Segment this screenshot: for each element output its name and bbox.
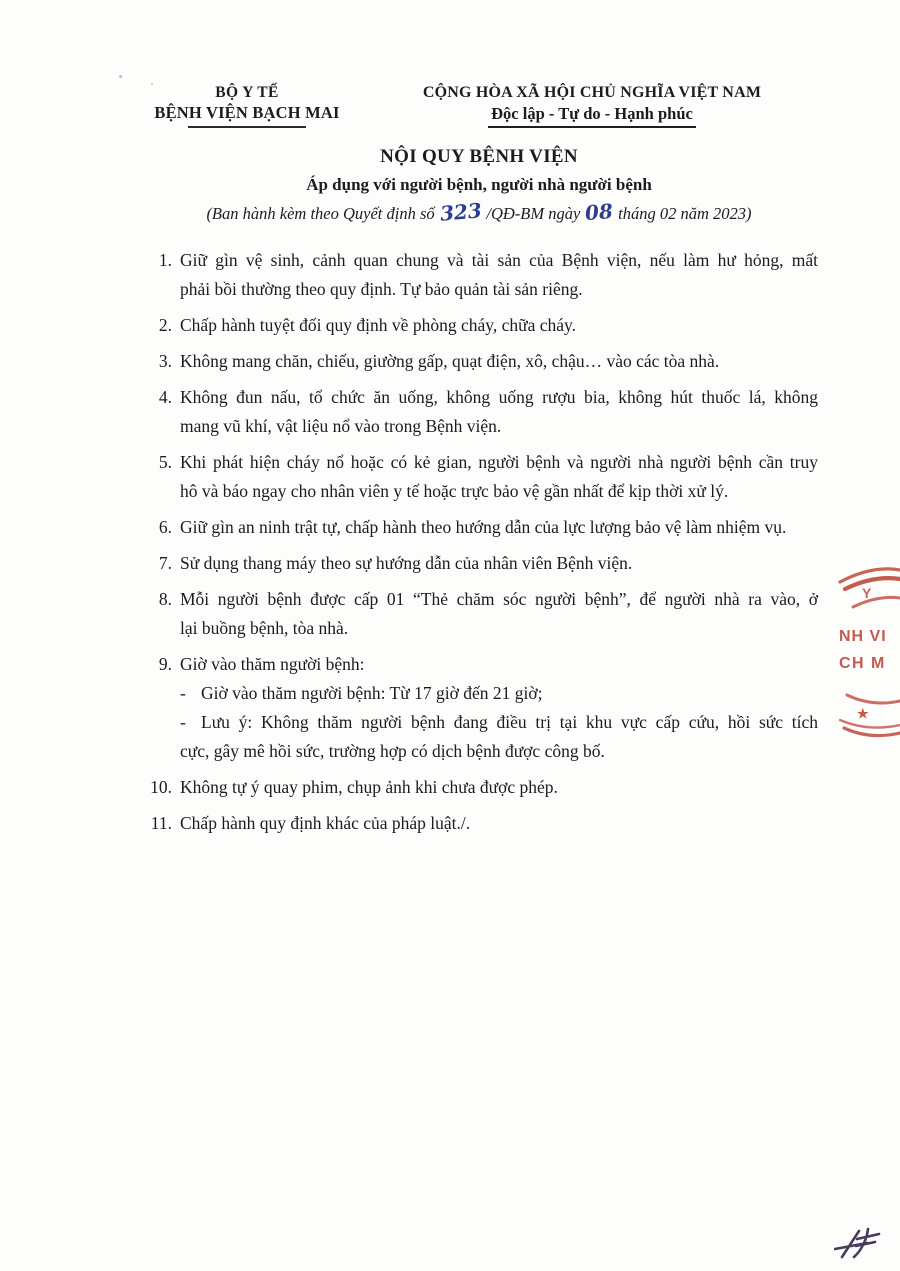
rule-number: 2. (158, 315, 172, 335)
rule-item-7 (146, 549, 818, 578)
subitem-dash: - (180, 683, 186, 703)
rule-number: 4. (158, 387, 172, 407)
rule-number: 6. (158, 517, 172, 537)
issuance-middle: /QĐ-BM ngày (486, 204, 581, 223)
rule-subitem (180, 679, 818, 708)
rule-item-5 (146, 448, 818, 506)
subitem-dash: - (180, 712, 186, 732)
rule-item-9 (146, 650, 818, 766)
rule-text-line: Mỗi người bệnh được cấp 01 “Thẻ chăm sóc người bệnh”, để người nhà ra vào, ở (180, 589, 818, 609)
handwritten-initials-icon (834, 1226, 884, 1262)
handwritten-decision-number: 323 (438, 198, 483, 226)
rule-text-line: cực, gây mê hồi sức, trường hợp có dịch bệnh được công bố. (180, 741, 605, 761)
rule-number: 11. (150, 813, 172, 833)
rule-text-line: Lưu ý: Không thăm người bệnh đang điều trị tại khu vực cấp cứu, hồi sức tích (201, 712, 818, 732)
header-issuing-authority (130, 84, 364, 128)
rule-text-line: Không đun nấu, tổ chức ăn uống, không uống rượu bia, không hút thuốc lá, không (180, 387, 818, 407)
issuance-prefix: (Ban hành kèm theo Quyết định số (206, 204, 435, 223)
stamp-fragment-top: Y (862, 585, 872, 601)
stamp-star-icon: ★ (857, 706, 869, 721)
national-motto: Độc lập - Tự do - Hạnh phúc (488, 104, 696, 128)
scan-speck (119, 75, 122, 78)
rule-item-2 (146, 311, 818, 340)
rule-item-10 (146, 773, 818, 802)
rule-item-6 (146, 513, 818, 542)
document-subtitle: Áp dụng với người bệnh, người nhà người bệnh (306, 175, 652, 194)
stamp-fragment-line2: CH M (839, 655, 886, 672)
rule-subitem (180, 708, 818, 766)
header-national-motto (396, 84, 788, 128)
document-title: NỘI QUY BỆNH VIỆN (380, 146, 578, 167)
ministry-name: BỘ Y TẾ (215, 84, 279, 101)
rule-text-line: mang vũ khí, vật liệu nổ vào trong Bệnh viện. (180, 416, 502, 436)
rule-text-line: Giờ vào thăm người bệnh: Từ 17 giờ đến 21 giờ; (201, 683, 543, 703)
rule-number: 3. (158, 351, 172, 371)
rule-text-line: Giờ vào thăm người bệnh: (180, 654, 365, 674)
rule-item-4 (146, 383, 818, 441)
country-name: CỘNG HÒA XÃ HỘI CHỦ NGHĨA VIỆT NAM (422, 84, 762, 101)
issuance-suffix: tháng 02 năm 2023) (618, 204, 752, 223)
rule-text-line: Không tự ý quay phim, chụp ảnh khi chưa được phép. (180, 777, 558, 797)
rule-number: 10. (150, 777, 172, 797)
hospital-seal-stamp-icon (838, 562, 900, 742)
hospital-name: BỆNH VIỆN BẠCH MAI (154, 103, 340, 122)
rule-text-line: Sử dụng thang máy theo sự hướng dẫn của nhân viên Bệnh viện. (180, 553, 633, 573)
rule-text-line: Không mang chăn, chiếu, giường gấp, quạt điện, xô, chậu… vào các tòa nhà. (180, 351, 720, 371)
rule-text-line: hô và báo ngay cho nhân viên y tế hoặc trực bảo vệ gần nhất để kịp thời xử lý. (180, 481, 729, 501)
rule-text-line: Chấp hành tuyệt đối quy định về phòng cháy, chữa cháy. (180, 315, 577, 335)
rule-number: 7. (158, 553, 172, 573)
rule-text-line: Chấp hành quy định khác của pháp luật./. (180, 813, 471, 833)
rule-text-line: phải bồi thường theo quy định. Tự bảo quản tài sản riêng. (180, 279, 583, 299)
issuance-line (56, 200, 900, 224)
rule-item-11 (146, 809, 818, 838)
handwritten-day: 08 (584, 198, 615, 226)
rule-item-1 (146, 246, 818, 304)
rule-number: 5. (158, 452, 172, 472)
rule-number: 9. (158, 654, 172, 674)
rule-number: 8. (158, 589, 172, 609)
rule-text-line: Giữ gìn vệ sinh, cảnh quan chung và tài sản của Bệnh viện, nếu làm hư hỏng, mất (180, 250, 818, 270)
rules-list (146, 246, 818, 845)
rule-text-line: Giữ gìn an ninh trật tự, chấp hành theo hướng dẫn của lực lượng bảo vệ làm nhiệm vụ. (180, 517, 787, 537)
rule-item-8 (146, 585, 818, 643)
rule-item-3 (146, 347, 818, 376)
stamp-fragment-line1: NH VI (839, 628, 887, 645)
rule-text-line: lại buồng bệnh, tòa nhà. (180, 618, 349, 638)
rule-number: 1. (158, 250, 172, 270)
rule-text-line: Khi phát hiện cháy nổ hoặc có kẻ gian, người bệnh và người nhà người bệnh cần truy (180, 452, 818, 472)
header-underline (188, 126, 306, 128)
title-block (56, 146, 900, 224)
